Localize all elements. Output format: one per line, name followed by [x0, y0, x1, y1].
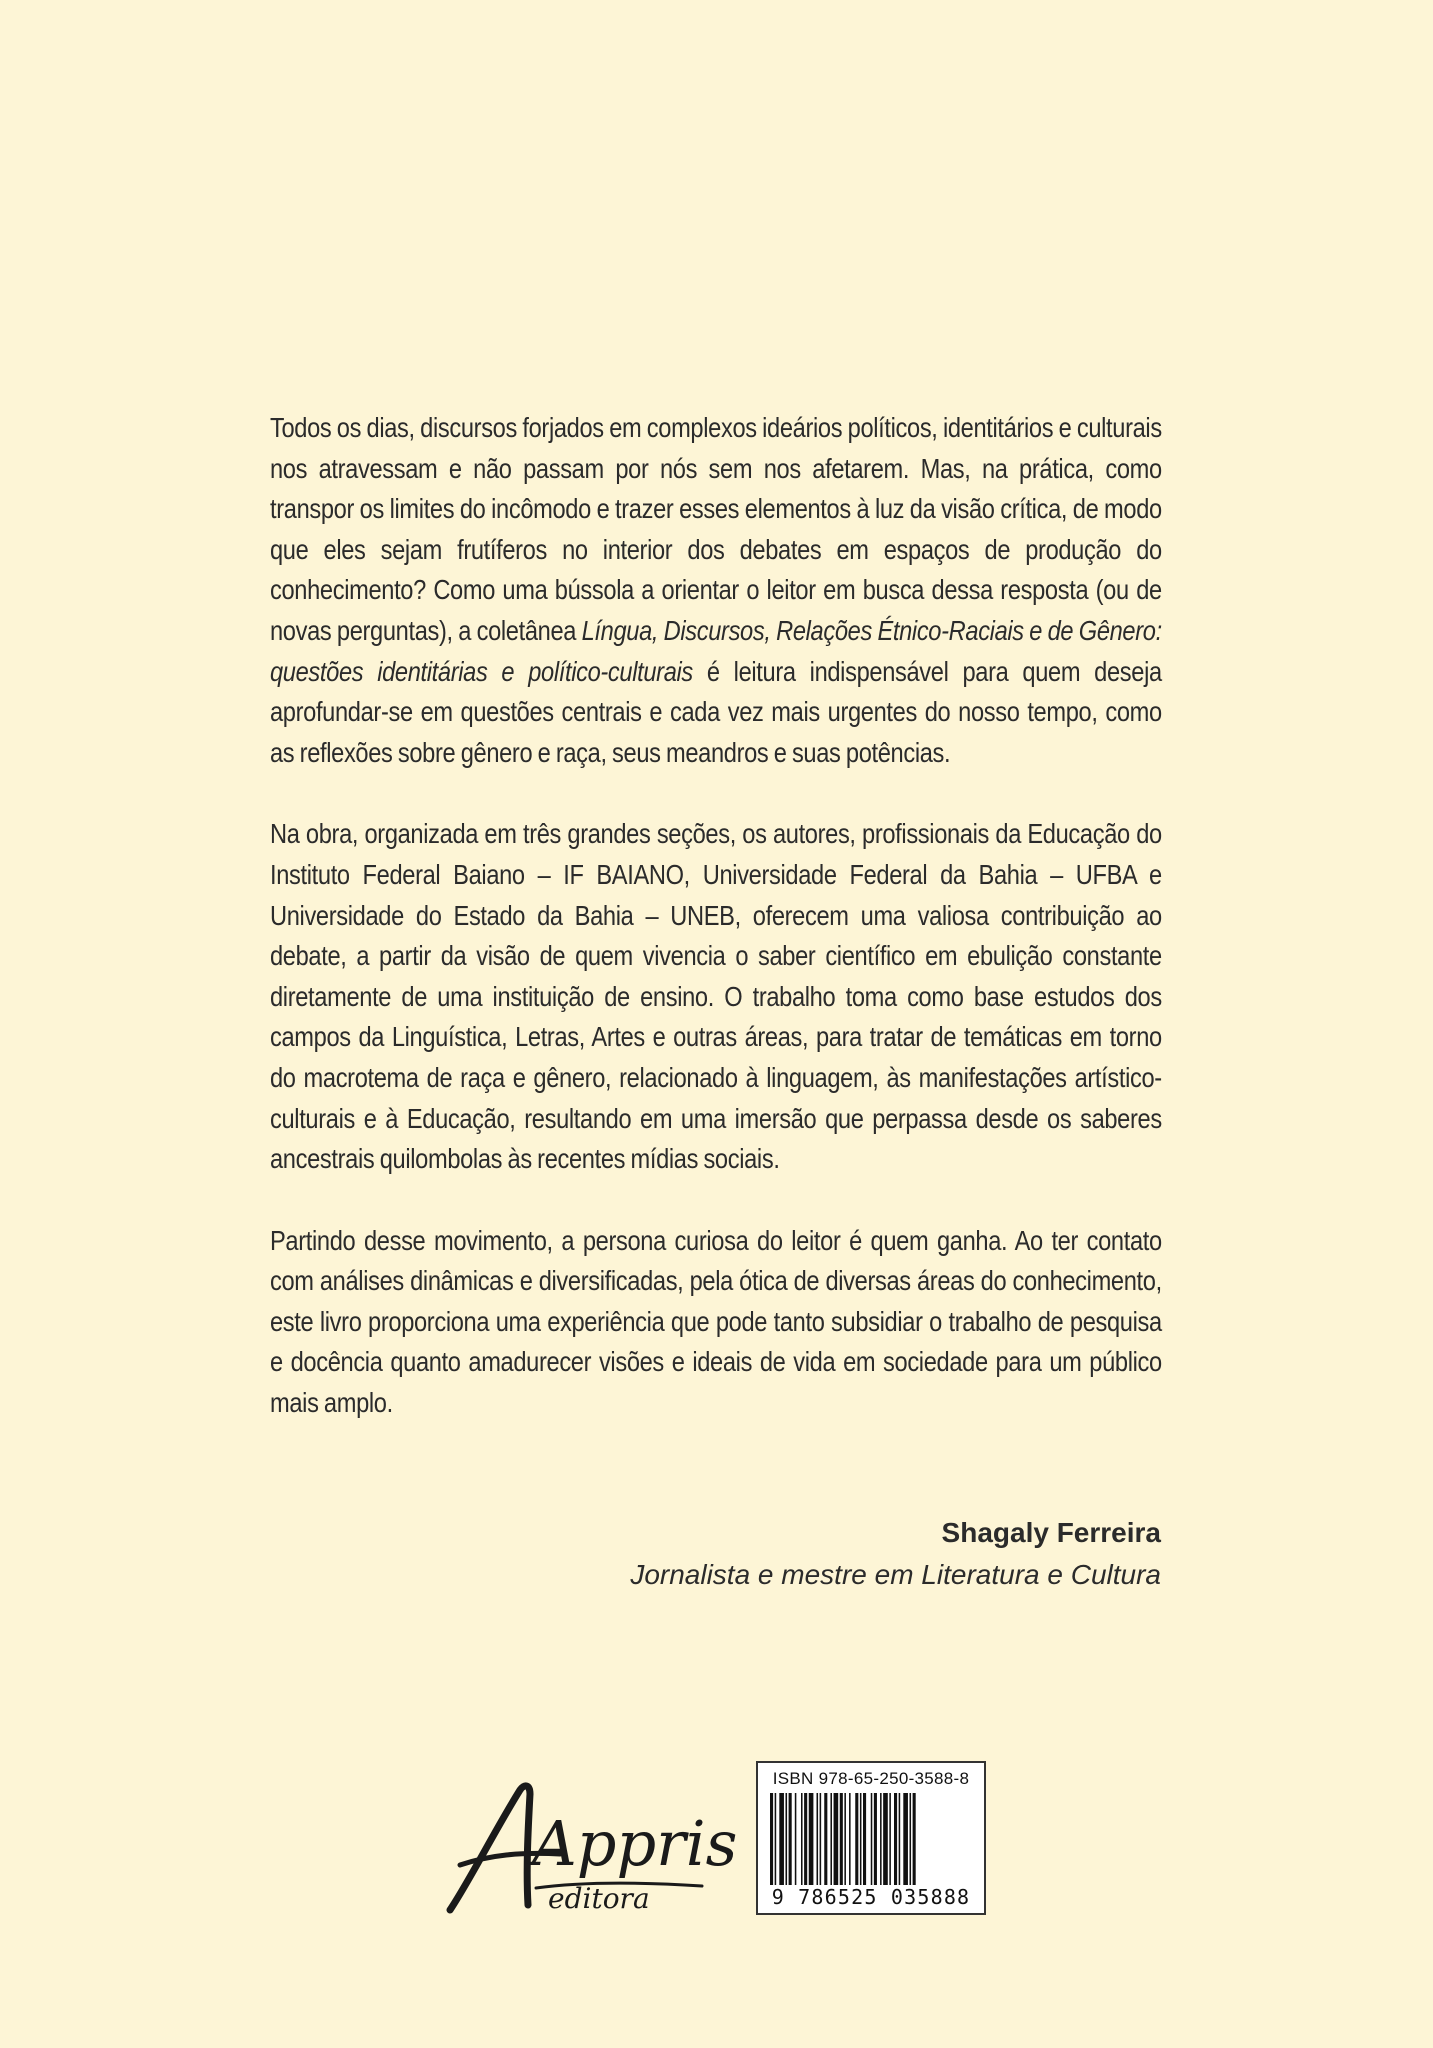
- back-cover-text: [270, 408, 1162, 1465]
- paragraph-3: Partindo desse movimento, a persona curiosa do leitor é quem ganha. Ao ter contato com análises dinâmicas e diversificadas, pela ótica de diversas áreas do conhecimento, este livro proporciona uma experiência que pode tanto subsidiar o trabalho de pesquisa e docência quanto amadurecer visões e ideais de vida em sociedade para um público mais amplo.: [270, 1224, 1162, 1419]
- author-signature: [630, 1512, 1161, 1596]
- isbn-label: ISBN 978-65-250-3588-8: [772, 1769, 970, 1788]
- publisher-logo: [440, 1770, 738, 1920]
- isbn-barcode: [756, 1761, 986, 1915]
- author-name: Shagaly Ferreira: [941, 1517, 1161, 1548]
- author-role: Jornalista e mestre em Literatura e Cultura: [630, 1559, 1161, 1590]
- paragraph-1-start: Todos os dias, discursos forjados em complexos ideários políticos, identitários e culturais nos atravessam e não passam por nós sem nos afetarem. Mas, na prática, como transpor os limites do incômodo e trazer esses elementos à luz da visão crítica, de modo que eles sejam frutíferos no interior dos debates em espaços de produção do conhecimento? Como uma bússola a orientar o leitor em busca dessa resposta (ou de novas perguntas), a coletânea: [270, 412, 1162, 646]
- appris-logo-icon: [440, 1770, 738, 1920]
- paragraph-2: Na obra, organizada em três grandes seções, os autores, profissionais da Educação do Instituto Federal Baiano – IF BAIANO, Universidade Federal da Bahia – UFBA e Universidade do Estado da Bahia – UNEB, oferecem uma valiosa contribuição ao debate, a partir da visão de quem vivencia o saber científico em ebulição constante diretamente de uma instituição de ensino. O trabalho toma como base estudos dos campos da Linguística, Letras, Artes e outras áreas, para tratar de temáticas em torno do macrotema de raça e gênero, relacionado à linguagem, às manifestações artístico-culturais e à Educação, resultando em uma imersão que perpassa desde os saberes ancestrais quilombolas às recentes mídias sociais.: [270, 818, 1162, 1175]
- logo-wordmark: Appris: [532, 1807, 738, 1880]
- barcode-digits: 9 786525 035888: [771, 1885, 971, 1909]
- barcode-icon: [768, 1793, 976, 1885]
- logo-subtext: editora: [548, 1882, 650, 1915]
- paragraph-1: [270, 408, 1162, 773]
- book-title-italic: Língua, Discursos, Relações Étnico-Raciais e de Gênero: questões identitárias e político-culturais: [270, 614, 1162, 687]
- paragraph-1-end: é leitura indispensável para quem deseja aprofundar-se em questões centrais e cada vez mais urgentes do nosso tempo, como as reflexões sobre gênero e raça, seus meandros e suas potências.: [270, 655, 1162, 768]
